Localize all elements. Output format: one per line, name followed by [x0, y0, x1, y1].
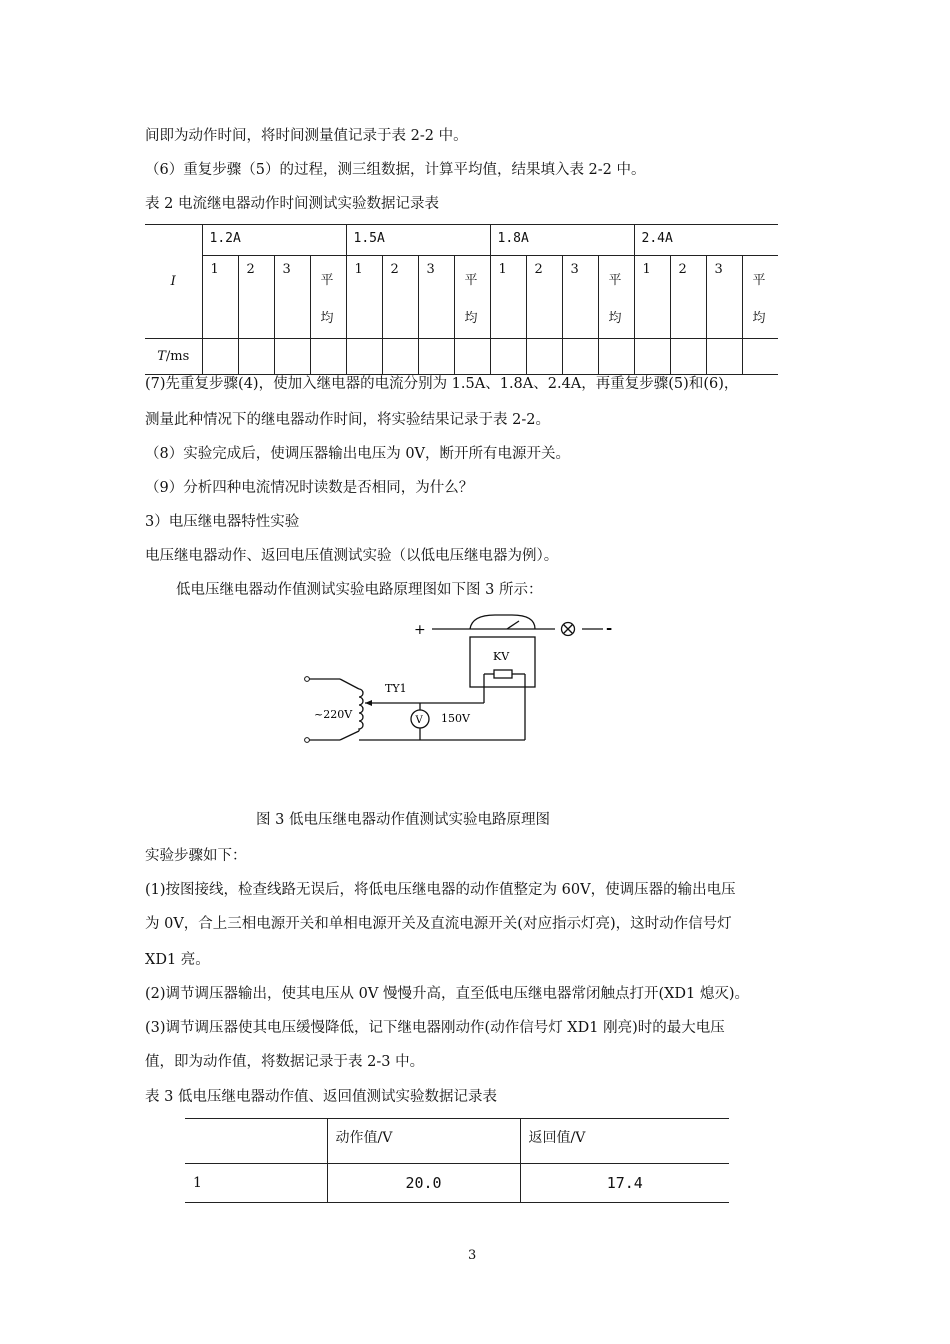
time-cell: [202, 339, 238, 375]
step-1-line-a: (1)按图接线，检查线路无误后，将低电压继电器的动作值整定为 60V，使调压器的输出电压: [145, 882, 736, 898]
step-2: (2)调节调压器输出，使其电压从 0V 慢慢升高，直至低电压继电器常闭触点打开(XD1 熄灭)。: [145, 986, 750, 1002]
table3-header-dropout: 返回值/V: [520, 1119, 729, 1164]
average-cell: 平 均: [454, 256, 490, 339]
supply-label: ~220V: [314, 708, 353, 721]
section-intro: 电压继电器动作、返回电压值测试实验（以低电压继电器为例）。: [145, 548, 559, 564]
trial-1: 1: [202, 256, 238, 339]
current-header-3: 1.8A: [490, 225, 634, 256]
table3-dropout-value: 17.4: [520, 1164, 729, 1203]
circuit-diagram: [295, 612, 625, 752]
time-cell: [274, 339, 310, 375]
table3-row-index: 1: [185, 1164, 327, 1203]
trial-2: 2: [238, 256, 274, 339]
trial-3: 3: [418, 256, 454, 339]
transformer-label: TY1: [385, 682, 407, 695]
table3-caption: 表 3 低电压继电器动作值、返回值测试实验数据记录表: [145, 1089, 497, 1105]
trial-3: 3: [706, 256, 742, 339]
page-number: 3: [468, 1248, 477, 1263]
plus-label: +: [414, 622, 426, 638]
trial-1: 1: [490, 256, 526, 339]
row-label-time: T/ms: [145, 339, 202, 375]
time-cell: [562, 339, 598, 375]
paragraph-step-7b: 测量此种情况下的继电器动作时间，将实验结果记录于表 2-2。: [145, 412, 550, 428]
average-cell: 平 均: [310, 256, 346, 339]
time-cell: [382, 339, 418, 375]
row-label-current: I: [145, 225, 202, 339]
trial-1: 1: [634, 256, 670, 339]
relay-coil: [494, 670, 512, 678]
trial-2: 2: [382, 256, 418, 339]
table-2-action-time: [145, 224, 778, 375]
figure-caption: 图 3 低电压继电器动作值测试实验电路原理图: [256, 812, 550, 828]
relay-label: KV: [493, 650, 510, 663]
time-cell: [742, 339, 778, 375]
time-cell: [598, 339, 634, 375]
time-cell: [490, 339, 526, 375]
step-3-line-a: (3)调节调压器使其电压缓慢降低，记下继电器刚动作(动作信号灯 XD1 刚亮)时的最大电压: [145, 1020, 725, 1036]
table-3-voltage-relay: [185, 1118, 729, 1203]
time-cell: [526, 339, 562, 375]
paragraph-step-9: （9）分析四种电流情况时读数是否相同，为什么？: [145, 480, 474, 496]
figure-intro: 低电压继电器动作值测试实验电路原理图如下图 3 所示：: [176, 582, 543, 598]
paragraph-step-7a: (7)先重复步骤(4)，使加入继电器的电流分别为 1.5A、1.8A、2.4A，再重复步骤(5)和(6)，: [145, 376, 739, 392]
paragraph-1: 间即为动作时间，将时间测量值记录于表 2-2 中。: [145, 128, 468, 144]
average-cell: 平 均: [742, 256, 778, 339]
meter-range-label: 150V: [441, 712, 470, 725]
time-cell: [310, 339, 346, 375]
paragraph-step-8: （8）实验完成后，使调压器输出电压为 0V，断开所有电源开关。: [145, 446, 571, 462]
meter-symbol: V: [415, 715, 423, 726]
current-header-2: 1.5A: [346, 225, 490, 256]
table2-caption: 表 2 电流继电器动作时间测试实验数据记录表: [145, 196, 439, 212]
trial-3: 3: [562, 256, 598, 339]
current-header-4: 2.4A: [634, 225, 778, 256]
table3-header-empty: [185, 1119, 327, 1164]
relay-contact: [470, 615, 535, 629]
step-3-line-b: 值，即为动作值，将数据记录于表 2-3 中。: [145, 1054, 425, 1070]
time-cell: [634, 339, 670, 375]
section-heading-3: 3）电压继电器特性实验: [145, 514, 300, 530]
time-cell: [706, 339, 742, 375]
trial-2: 2: [670, 256, 706, 339]
minus-label: -: [606, 619, 613, 637]
trial-2: 2: [526, 256, 562, 339]
trial-1: 1: [346, 256, 382, 339]
time-cell: [238, 339, 274, 375]
steps-title: 实验步骤如下：: [145, 848, 247, 864]
time-cell: [418, 339, 454, 375]
transformer-coil: [359, 689, 363, 731]
table3-header-pickup: 动作值/V: [327, 1119, 520, 1164]
current-header-1: 1.2A: [202, 225, 346, 256]
time-cell: [670, 339, 706, 375]
step-1-line-c: XD1 亮。: [145, 952, 210, 968]
time-cell: [346, 339, 382, 375]
average-cell: 平 均: [598, 256, 634, 339]
step-1-line-b: 为 0V，合上三相电源开关和单相电源开关及直流电源开关(对应指示灯亮)，这时动作信号灯: [145, 916, 732, 932]
paragraph-step-6: （6）重复步骤（5）的过程，测三组数据，计算平均值，结果填入表 2-2 中。: [145, 162, 646, 178]
time-cell: [454, 339, 490, 375]
table3-pickup-value: 20.0: [327, 1164, 520, 1203]
trial-3: 3: [274, 256, 310, 339]
